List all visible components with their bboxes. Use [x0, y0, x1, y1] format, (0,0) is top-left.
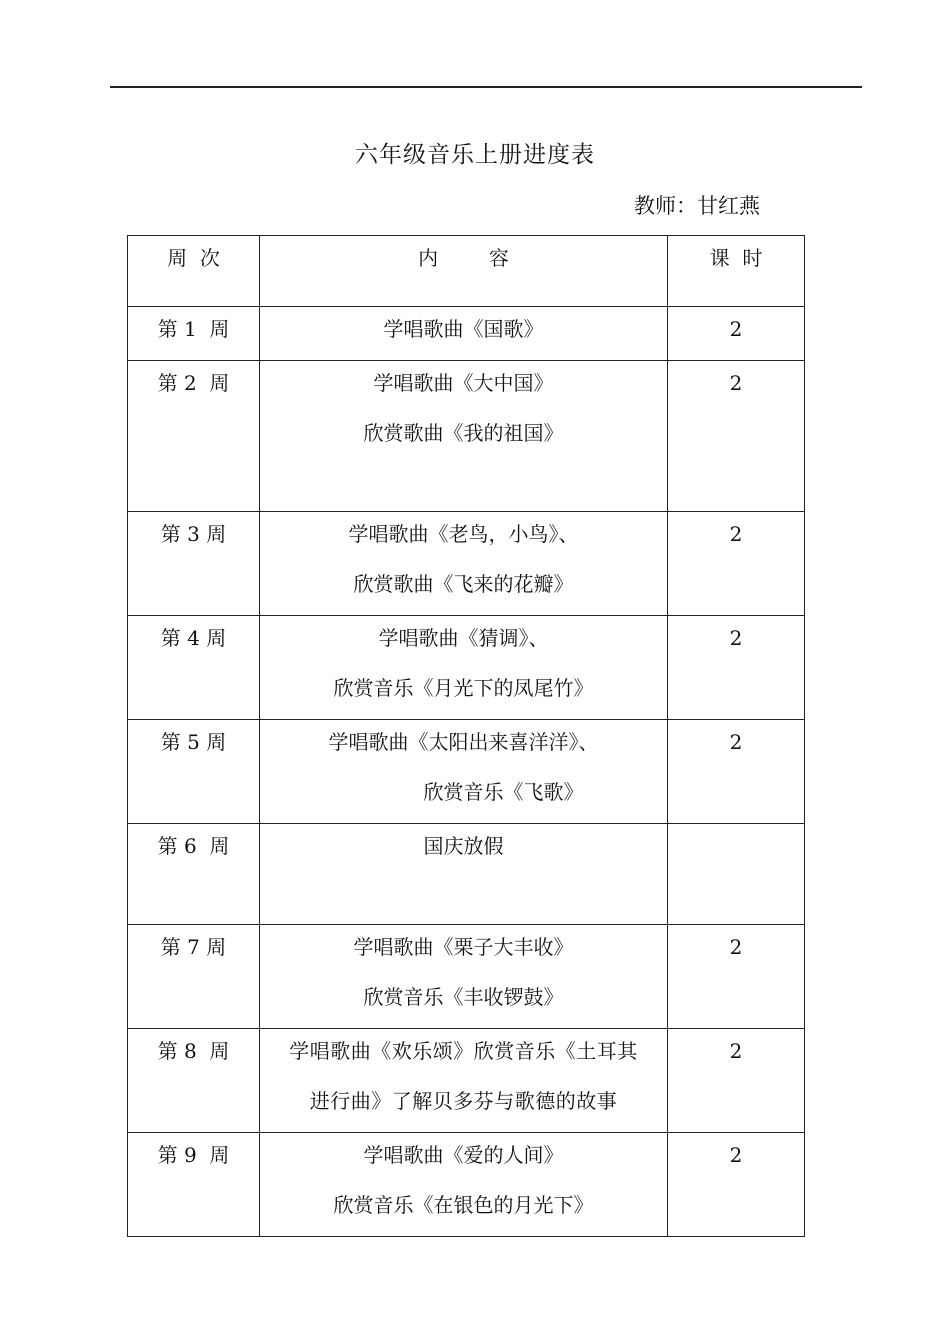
- content-line: 学唱歌曲《国歌》: [383, 317, 544, 341]
- content-line: 欣赏歌曲《我的祖国》: [363, 421, 564, 445]
- content-line: 学唱歌曲《猜调》、: [378, 626, 549, 650]
- content-line: 欣赏音乐《飞歌》: [423, 780, 584, 804]
- table-row: [128, 925, 805, 1029]
- hours-cell: [668, 824, 805, 925]
- table-row: [128, 720, 805, 824]
- content-cell: [260, 1029, 668, 1133]
- header-hours: 课 时: [668, 236, 805, 307]
- content-line: 学唱歌曲《栗子大丰收》: [353, 935, 574, 959]
- table-row: [128, 1029, 805, 1133]
- hours-cell: 2: [668, 307, 805, 361]
- week-cell: 第 5 周: [128, 720, 260, 824]
- content-line: 学唱歌曲《欢乐颂》欣赏音乐《土耳其: [289, 1039, 638, 1063]
- week-cell: 第 9 周: [128, 1133, 260, 1237]
- table-row: [128, 512, 805, 616]
- hours-cell: 2: [668, 616, 805, 720]
- week-cell: 第 8 周: [128, 1029, 260, 1133]
- header-rule: [110, 86, 862, 88]
- content-cell: [260, 361, 668, 512]
- table-row: [128, 824, 805, 925]
- week-cell: 第 7 周: [128, 925, 260, 1029]
- content-line: 欣赏音乐《月光下的凤尾竹》: [333, 676, 594, 700]
- hours-cell: 2: [668, 512, 805, 616]
- hours-cell: 2: [668, 925, 805, 1029]
- content-cell: [260, 925, 668, 1029]
- content-cell: [260, 616, 668, 720]
- teacher-name: 教师：甘红燕: [634, 194, 760, 218]
- content-cell: [260, 512, 668, 616]
- week-cell: 第 2 周: [128, 361, 260, 512]
- header-week: 周 次: [128, 236, 260, 307]
- document-title: 六年级音乐上册进度表: [355, 142, 595, 168]
- table-row: [128, 307, 805, 361]
- content-line: 学唱歌曲《老鸟，小鸟》、: [348, 522, 579, 546]
- table-row: [128, 361, 805, 512]
- content-cell: [260, 824, 668, 925]
- content-cell: [260, 720, 668, 824]
- header-content: 内 容: [260, 236, 668, 307]
- content-line: 学唱歌曲《大中国》: [373, 371, 554, 395]
- table-header-row: [128, 236, 805, 307]
- content-cell: [260, 307, 668, 361]
- hours-cell: 2: [668, 1133, 805, 1237]
- content-line: 欣赏歌曲《飞来的花瓣》: [353, 572, 574, 596]
- table-row: [128, 1133, 805, 1237]
- content-line: 国庆放假: [423, 834, 504, 858]
- week-cell: 第 6 周: [128, 824, 260, 925]
- content-line: 欣赏音乐《丰收锣鼓》: [363, 985, 564, 1009]
- content-line: 欣赏音乐《在银色的月光下》: [333, 1193, 594, 1217]
- content-line: 进行曲》了解贝多芬与歌德的故事: [309, 1089, 618, 1113]
- table-row: [128, 616, 805, 720]
- week-cell: 第 4 周: [128, 616, 260, 720]
- content-cell: [260, 1133, 668, 1237]
- schedule-table: [127, 235, 805, 1237]
- hours-cell: 2: [668, 720, 805, 824]
- week-cell: 第 1 周: [128, 307, 260, 361]
- hours-cell: 2: [668, 361, 805, 512]
- hours-cell: 2: [668, 1029, 805, 1133]
- content-line: 学唱歌曲《太阳出来喜洋洋》、: [328, 730, 599, 754]
- content-line: 学唱歌曲《爱的人间》: [363, 1143, 564, 1167]
- week-cell: 第 3 周: [128, 512, 260, 616]
